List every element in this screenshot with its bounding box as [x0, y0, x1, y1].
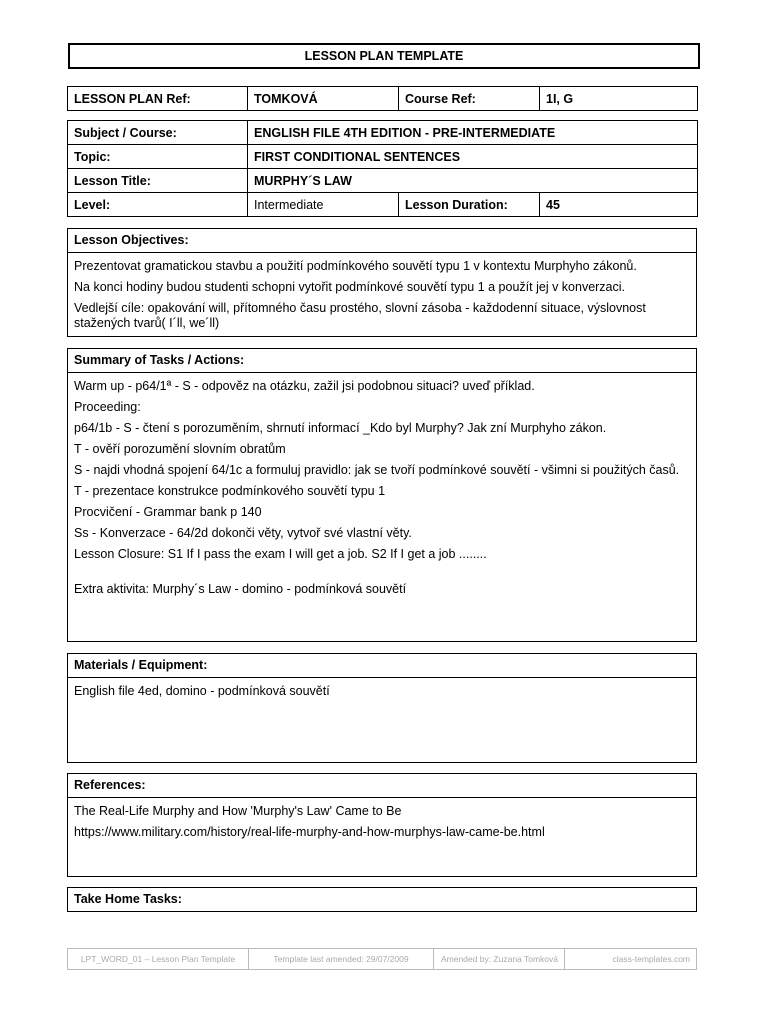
level-label: Level:	[68, 193, 248, 217]
summary-line: Ss - Konverzace - 64/2d dokonči věty, vytvoř své vlastní věty.	[74, 526, 412, 540]
summary-line: Proceeding:	[74, 400, 141, 414]
summary-line: S - najdi vhodná spojení 64/1c a formuluj pravidlo: jak se tvoří podmínkové souvětí - všimni si použitých časů.	[74, 463, 680, 477]
summary-line: Procvičení - Grammar bank p 140	[74, 505, 262, 519]
subject-value: ENGLISH FILE 4TH EDITION - PRE-INTERMEDIATE	[248, 121, 698, 145]
course-ref-value: 1I, G	[540, 87, 698, 111]
topic-label: Topic:	[68, 145, 248, 169]
summary-heading: Summary of Tasks / Actions:	[68, 349, 696, 373]
level-value: Intermediate	[248, 193, 399, 217]
take-home-section	[67, 887, 697, 912]
lesson-plan-ref-label: LESSON PLAN Ref:	[68, 87, 248, 111]
summary-line: T - prezentace konstrukce podmínkového souvětí typu 1	[74, 484, 386, 498]
subject-label: Subject / Course:	[68, 121, 248, 145]
lesson-title-label: Lesson Title:	[68, 169, 248, 193]
objective-line: Vedlejší cíle: opakování will, přítomného času prostého, slovní zásoba - každodenní situace, výslovnost stažených tvarů( I´ll, we´ll)	[74, 301, 646, 330]
lesson-duration-value: 45	[540, 193, 698, 217]
materials-line: English file 4ed, domino - podmínková souvětí	[74, 684, 330, 698]
summary-line: Warm up - p64/1ª - S - odpověz na otázku, zažil jsi podobnou situaci? uveď příklad.	[74, 379, 535, 393]
footer-amended-by: Amended by: Zuzana Tomková	[434, 949, 565, 969]
summary-line: p64/1b - S - čtení s porozuměním, shrnutí informací _Kdo byl Murphy? Jak zní Murphyho zákon.	[74, 421, 607, 435]
references-heading: References:	[68, 774, 696, 798]
page-footer	[67, 948, 697, 970]
topic-value: FIRST CONDITIONAL SENTENCES	[248, 145, 698, 169]
objective-line: Na konci hodiny budou studenti schopni vytořit podmínkové souvětí typu 1 a použít jej v konverzaci.	[74, 280, 626, 294]
materials-section	[67, 653, 697, 763]
materials-heading: Materials / Equipment:	[68, 654, 696, 678]
lesson-objectives-section	[67, 228, 697, 337]
footer-doc-id: LPT_WORD_01 – Lesson Plan Template	[68, 949, 249, 969]
summary-line: T - ověří porozumění slovním obratům	[74, 442, 286, 456]
summary-section	[67, 348, 697, 642]
lesson-plan-ref-value: TOMKOVÁ	[248, 87, 399, 111]
summary-line: Lesson Closure: S1 If I pass the exam I will get a job. S2 If I get a job ........	[74, 547, 487, 561]
objective-line: Prezentovat gramatickou stavbu a použití podmínkového souvětí typu 1 v kontextu Murphyho zákonů.	[74, 259, 637, 273]
lesson-info-table	[67, 120, 698, 217]
lesson-duration-label: Lesson Duration:	[399, 193, 540, 217]
take-home-heading: Take Home Tasks:	[74, 892, 182, 906]
footer-amended-date: Template last amended: 29/07/2009	[249, 949, 434, 969]
references-section	[67, 773, 697, 877]
reference-line: The Real-Life Murphy and How 'Murphy's Law' Came to Be	[74, 804, 402, 818]
summary-line: Extra aktivita: Murphy´s Law - domino - podmínková souvětí	[74, 582, 407, 596]
lesson-objectives-heading: Lesson Objectives:	[68, 229, 696, 253]
page-title: LESSON PLAN TEMPLATE	[68, 43, 700, 69]
header-ref-table	[67, 86, 698, 111]
reference-line: https://www.military.com/history/real-life-murphy-and-how-murphys-law-came-be.html	[74, 825, 545, 839]
lesson-title-value: MURPHY´S LAW	[248, 169, 698, 193]
footer-site: class-templates.com	[612, 954, 690, 964]
course-ref-label: Course Ref:	[399, 87, 540, 111]
